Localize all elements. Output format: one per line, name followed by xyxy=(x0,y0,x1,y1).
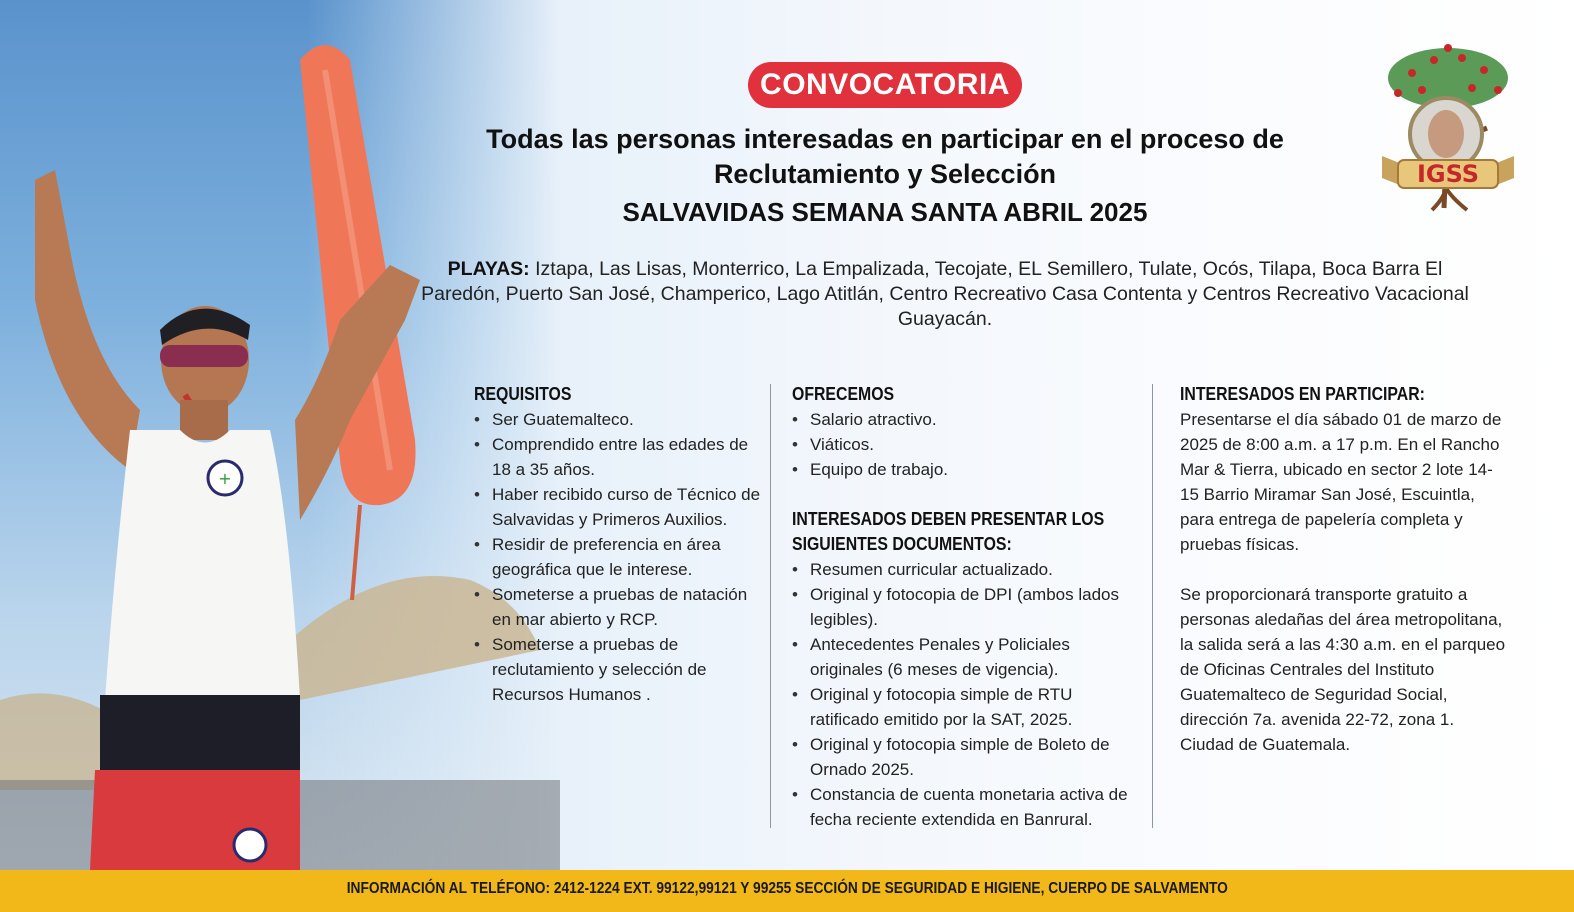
requirement-item: • Residir de preferencia en área geográfica que le interese. xyxy=(492,532,764,582)
document-item: • Constancia de cuenta monetaria activa de fecha reciente extendida en Banrural. xyxy=(810,782,1138,832)
documents-title-line-2: SIGUIENTES DOCUMENTOS: xyxy=(792,534,1012,554)
requirement-item: • Someterse a pruebas de reclutamiento y selección de Recursos Humanos . xyxy=(492,632,764,707)
position-title: SALVAVIDAS SEMANA SANTA ABRIL 2025 xyxy=(622,197,1148,227)
documents-title-line-1: INTERESADOS DEBEN PRESENTAR LOS xyxy=(792,509,1105,529)
headline-line-2: Reclutamiento y Selección xyxy=(713,159,1057,189)
headline-line-1: Todas las personas interesadas en participar en el proceso de xyxy=(486,124,1284,154)
requirements-column xyxy=(474,382,764,707)
beaches-list xyxy=(420,257,1470,332)
document-item: • Resumen curricular actualizado. xyxy=(810,557,1138,582)
requirement-item: • Someterse a pruebas de natación en mar abierto y RCP. xyxy=(492,582,764,632)
offer-item: • Equipo de trabajo. xyxy=(810,457,1138,482)
beaches-label: PLAYAS: xyxy=(447,258,530,280)
requirements-title: REQUISITOS xyxy=(474,384,572,404)
igss-tree-logo-icon xyxy=(1372,38,1524,216)
headline xyxy=(430,122,1340,192)
participate-title: INTERESADOS EN PARTICIPAR: xyxy=(1180,384,1425,404)
offer-item: • Salario atractivo. xyxy=(810,407,1138,432)
requirement-item: • Haber recibido curso de Técnico de Salvavidas y Primeros Auxilios. xyxy=(492,482,764,532)
requirement-item: • Comprendido entre las edades de 18 a 35 años. xyxy=(492,432,764,482)
participate-paragraph-1: Presentarse el día sábado 01 de marzo de 2025 de 8:00 a.m. a 17 p.m. En el Rancho Mar & Tierra, ubicado en sector 2 lote 14-15 Barrio Miramar San José, Escuintla, para entrega de papelería completa y pruebas físicas. xyxy=(1180,410,1502,554)
document-item: • Original y fotocopia simple de RTU ratificado emitido por la SAT, 2025. xyxy=(810,682,1138,732)
participate-column xyxy=(1180,382,1510,757)
column-divider xyxy=(770,384,771,828)
document-item: • Antecedentes Penales y Policiales originales (6 meses de vigencia). xyxy=(810,632,1138,682)
offer-item: • Viáticos. xyxy=(810,432,1138,457)
svg-text:+: + xyxy=(218,469,232,488)
document-item: • Original y fotocopia simple de Boleto de Ornado 2025. xyxy=(810,732,1138,782)
beaches-text: Iztapa, Las Lisas, Monterrico, La Empalizada, Tecojate, EL Semillero, Tulate, Ocós, Tilapa, Boca Barra El Paredón, Puerto San José, Champerico, Lago Atitlán, Centro Recreativo Casa Contenta y Centros Recreativo Vacacional Guayacán. xyxy=(421,258,1469,330)
convocatoria-badge: CONVOCATORIA xyxy=(748,62,1022,108)
offer-title: OFRECEMOS xyxy=(792,384,895,404)
column-divider xyxy=(1152,384,1153,828)
logo-text: IGSS xyxy=(1416,160,1480,188)
footer-banner xyxy=(0,870,1574,912)
requirement-item: • Ser Guatemalteco. xyxy=(492,407,764,432)
footer-contact-info: INFORMACIÓN AL TELÉFONO: 2412-1224 EXT. 99122,99121 Y 99255 SECCIÓN DE SEGURIDAD E HIGIENE, CUERPO DE SALVAMENTO xyxy=(346,880,1228,897)
participate-paragraph-2: Se proporcionará transporte gratuito a personas aledañas del área metropolitana, la salida será a las 4:30 a.m. en el parqueo de Oficinas Centrales del Instituto Guatemalteco de Seguridad Social, dirección 7a. avenida 22-72, zona 1. Ciudad de Guatemala. xyxy=(1180,585,1506,754)
document-item: • Original y fotocopia de DPI (ambos lados legibles). xyxy=(810,582,1138,632)
offer-column xyxy=(792,382,1138,832)
